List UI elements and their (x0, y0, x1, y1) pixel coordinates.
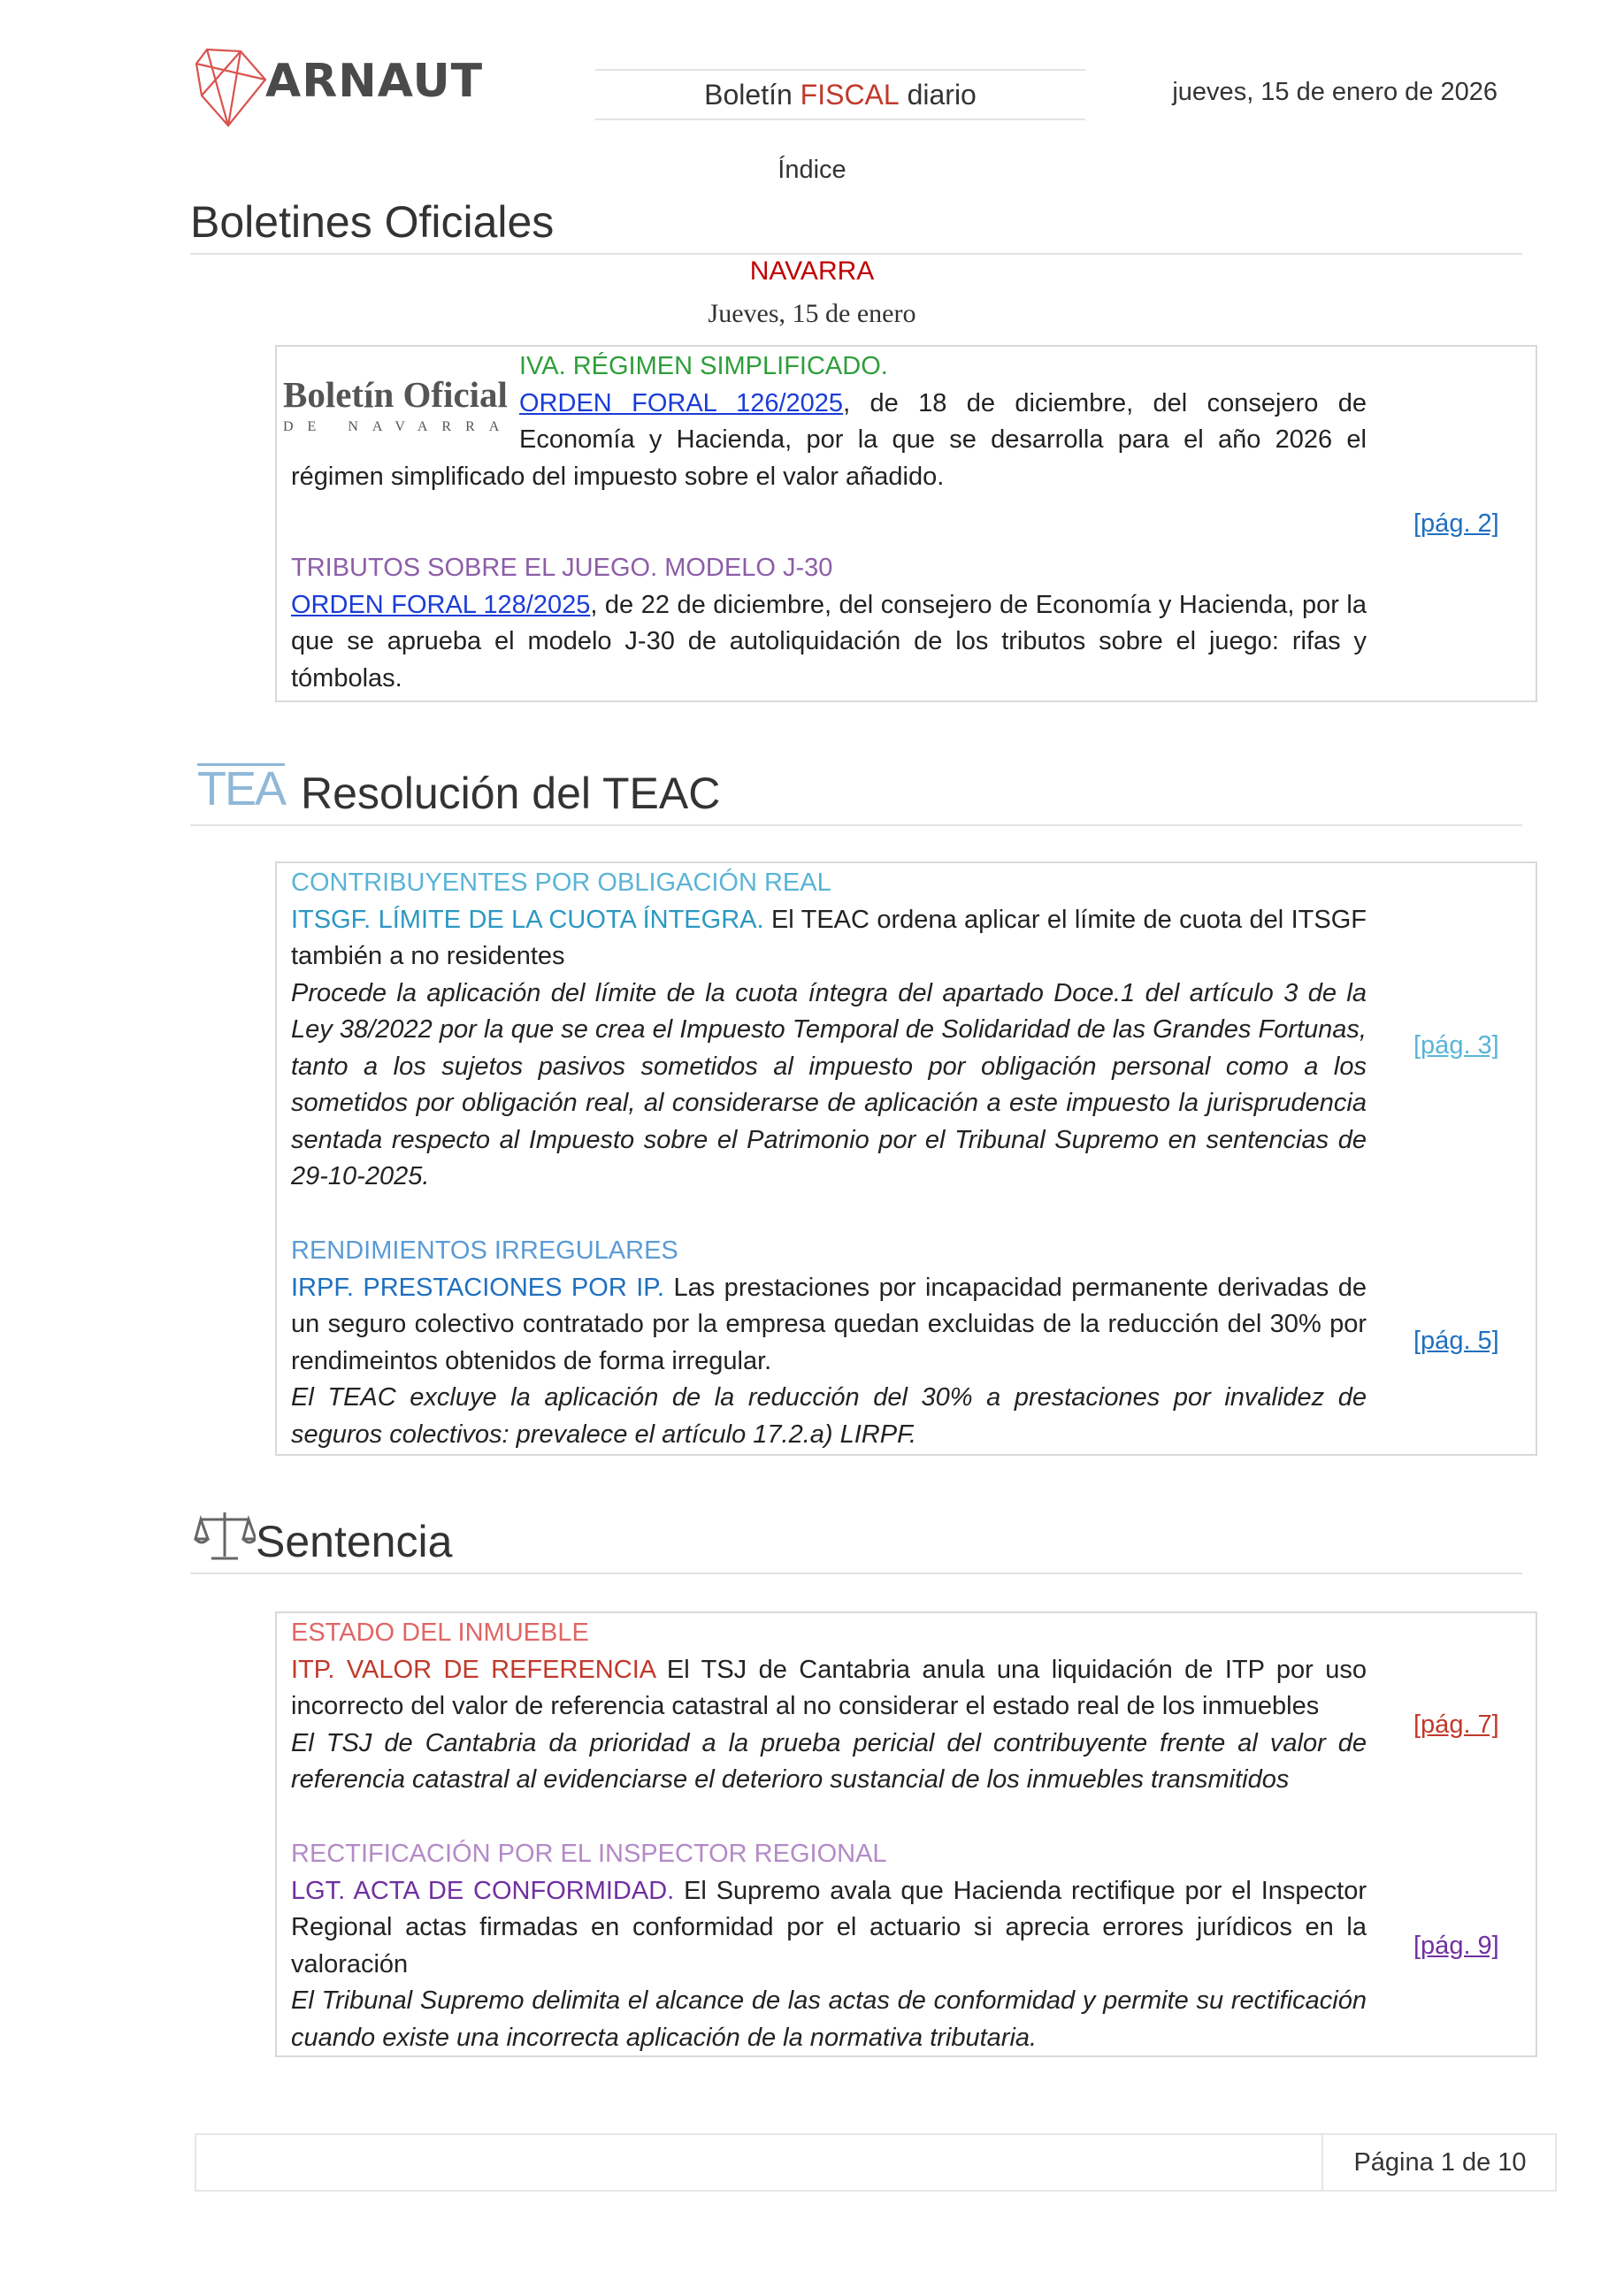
entry-category: RENDIMIENTOS IRREGULARES (291, 1236, 678, 1265)
entry-summary: El TSJ de Cantabria da prioridad a la prueba pericial del contribuyente frente al valor de referencia catastral al evidenciarse el deterioro sustancial de los inmuebles transmitidos (291, 1728, 1367, 1794)
entry-text: El Supremo avala que Hacienda rectifique por el Inspector Regional actas firmadas en conformidad por el actuario si aprecia errores jurídicos en la valoración (291, 1876, 1367, 1978)
section-heading-teac (190, 743, 1522, 826)
teac-entry-1 (291, 865, 1367, 1196)
entry-category: IVA. RÉGIMEN SIMPLIFICADO. (519, 352, 888, 380)
boletin-entry-2 (291, 550, 1367, 697)
page-ref-2[interactable]: [pág. 2] (1413, 509, 1499, 538)
seal-line-1: Boletín Oficial (283, 374, 508, 415)
teac-icon: TEA (197, 762, 286, 815)
section-title-teac: Resolución del TEAC (301, 769, 721, 818)
section-heading-boletines (190, 189, 1522, 255)
page-ref-3[interactable]: [pág. 3] (1413, 1031, 1499, 1060)
entry-summary: Procede la aplicación del límite de la cuota íntegra del apartado Doce.1 del artículo 3 de la Ley 38/2022 por la que se crea el Impuesto Temporal de Solidaridad de las Grandes Fortunas, tanto a los sujetos pasivos sometidos al impuesto por obligación personal como a los sometidos por obligación real, al considerarse de aplicación a este impuesto la jurisprudencia sentada respecto al Impuesto sobre el Patrimonio por el Tribunal Supremo en sentencias de 29-10-2025. (291, 978, 1367, 1190)
bulletin-title-prefix: Boletín (704, 78, 801, 111)
section-heading-sentencia (190, 1491, 1522, 1574)
section-title-sentencia: Sentencia (256, 1517, 453, 1566)
bulletin-title-suffix: diario (899, 78, 977, 111)
entry-text: , de 18 de diciembre, del consejero de Economía y Hacienda, por la que se desarrolla para el año 2026 el régimen simplificado del impuesto sobre el valor añadido. (291, 388, 1367, 491)
entry-summary: El Tribunal Supremo delimita el alcance de las actas de conformidad y permite su rectificación cuando existe una incorrecta aplicación de la normativa tributaria. (291, 1986, 1367, 2052)
entry-title: IRPF. PRESTACIONES POR IP. (291, 1273, 664, 1302)
entry-text: El TEAC ordena aplicar el límite de cuota del ITSGF también a no residentes (291, 905, 1367, 970)
page-ref-5[interactable]: [pág. 5] (1413, 1327, 1499, 1355)
boletin-entry-1 (291, 348, 1367, 495)
page-ref-9[interactable]: [pág. 9] (1413, 1932, 1499, 1960)
region-date: Jueves, 15 de enero (708, 299, 916, 328)
entry-category: TRIBUTOS SOBRE EL JUEGO. MODELO J-30 (291, 554, 833, 582)
entry-category: ESTADO DEL INMUEBLE (291, 1619, 589, 1647)
section-title-boletines: Boletines Oficiales (190, 197, 555, 247)
page-ref-7[interactable]: [pág. 7] (1413, 1711, 1499, 1739)
entry-text: Las prestaciones por incapacidad permanente derivadas de un seguro colectivo contratado por la empresa quedan excluidas de la reducción del 30% por rendimeintos obtenidos de forma irregular. (291, 1273, 1367, 1375)
bulletin-title (595, 69, 1085, 120)
entry-text: , de 22 de diciembre, del consejero de Economía y Hacienda, por la que se aprueba el modelo J-30 de autoliquidación de los tributos sobre el juego: rifas y tómbolas. (291, 590, 1367, 693)
bulletin-title-highlight: FISCAL (800, 78, 900, 111)
sentencia-entry-1 (291, 1615, 1367, 1799)
header-date: jueves, 15 de enero de 2026 (1172, 78, 1498, 106)
entry-title: LGT. ACTA DE CONFORMIDAD. (291, 1876, 675, 1905)
scales-icon (194, 1507, 256, 1564)
orden-foral-126-link[interactable]: ORDEN FORAL 126/2025 (519, 388, 844, 417)
entry-category: CONTRIBUYENTES POR OBLIGACIÓN REAL (291, 869, 831, 897)
index-label: Índice (778, 156, 846, 184)
seal-float-spacer (291, 386, 519, 459)
seal-line-2: DE NAVARRA (283, 419, 514, 434)
sentencia-entry-2 (291, 1836, 1367, 2056)
brand-name: ARNAUT (265, 55, 484, 108)
entry-text: El TSJ de Cantabria anula una liquidación de ITP por uso incorrecto del valor de referencia catastral al no considerar el estado real de los inmuebles (291, 1655, 1367, 1720)
entry-title: ITP. VALOR DE REFERENCIA (291, 1655, 655, 1684)
entry-summary: El TEAC excluye la aplicación de la reducción del 30% a prestaciones por invalidez de seguros colectivos: prevalece el artículo 17.2.a) LIRPF. (291, 1383, 1367, 1449)
arnaut-logo-icon (196, 50, 265, 126)
teac-entry-2 (291, 1233, 1367, 1453)
page-number: Página 1 de 10 (1353, 2147, 1527, 2177)
region-label: NAVARRA (749, 256, 875, 286)
entry-title: ITSGF. LÍMITE DE LA CUOTA ÍNTEGRA. (291, 905, 764, 934)
entry-category: RECTIFICACIÓN POR EL INSPECTOR REGIONAL (291, 1840, 887, 1868)
orden-foral-128-link[interactable]: ORDEN FORAL 128/2025 (291, 590, 591, 619)
